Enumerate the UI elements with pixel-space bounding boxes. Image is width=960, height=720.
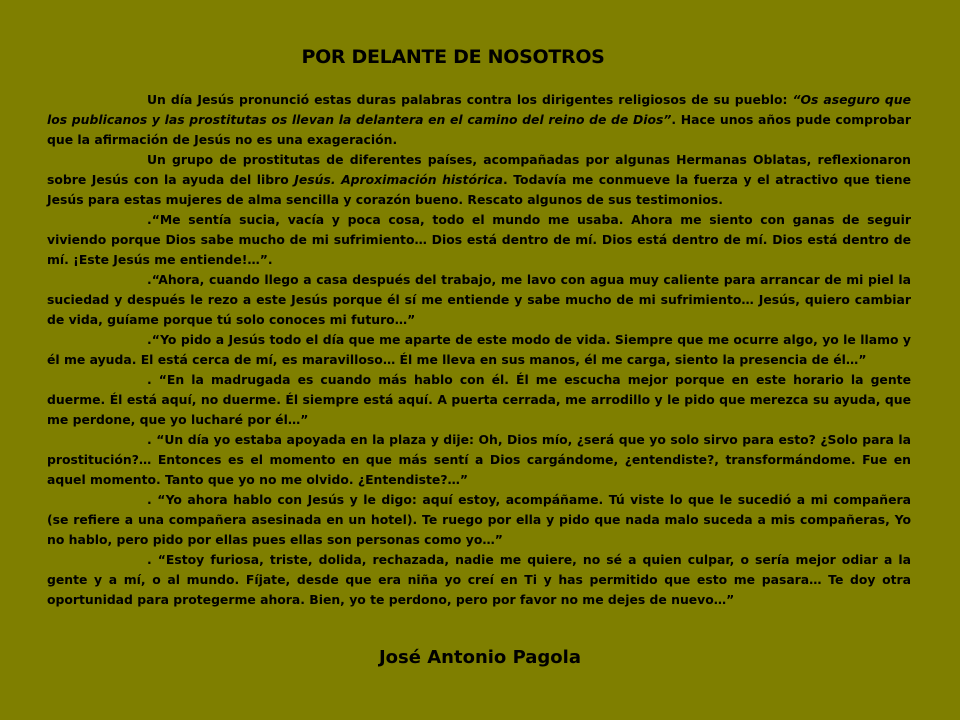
page-title: POR DELANTE DE NOSOTROS bbox=[301, 46, 605, 68]
article-body bbox=[47, 90, 911, 610]
testimony-paragraph: .“Me sentía sucia, vacía y poca cosa, todo el mundo me usaba. Ahora me siento con ganas de seguir viviendo porque Dios sabe mucho de mi sufrimiento… Dios está dentro de mí. Dios está dentro de mí. Dios está dentro de mí. ¡Este Jesús me entiende!…”. bbox=[47, 212, 911, 267]
testimony-paragraph: . “Un día yo estaba apoyada en la plaza y dije: Oh, Dios mío, ¿será que yo solo sirvo para esto? ¿Solo para la prostitución?… Entonces es el momento en que más sentí a Dios cargándome, ¿entendiste?, transformándome. Fue en aquel momento. Tanto que yo no me olvido. ¿Entendiste?…” bbox=[47, 432, 911, 487]
testimony-paragraph: . “Estoy furiosa, triste, dolida, rechazada, nadie me quiere, no sé a quien culpar, o sería mejor odiar a la gente y a mí, o al mundo. Fíjate, desde que era niña yo creí en Ti y has permitido que esto me pasara… Te doy otra oportunidad para protegerme ahora. Bien, yo te perdono, pero por favor no me dejes de nuevo…” bbox=[47, 552, 911, 607]
author-signature: José Antonio Pagola bbox=[378, 647, 581, 668]
paragraph-text: Un grupo de prostitutas de diferentes países, acompañadas por algunas Hermanas Oblatas, reflexionaron sobre Jesús con la ayuda del libro bbox=[47, 152, 911, 187]
quoted-verse: “Os aseguro que los publicanos y las prostitutas os llevan la delantera en el camino del reino de de Dios” bbox=[47, 92, 911, 127]
context-paragraph bbox=[47, 150, 911, 210]
intro-paragraph bbox=[47, 90, 911, 150]
testimony-paragraph: . “Yo ahora hablo con Jesús y le digo: aquí estoy, acompáñame. Tú viste lo que le sucedió a mi compañera (se refiere a una compañera asesinada en un hotel). Te ruego por ella y pido que nada malo suceda a mis compañeras, Yo no hablo, pero pido por ellas pues ellas son personas como yo…” bbox=[47, 492, 911, 547]
book-title: Jesús. Aproximación histórica bbox=[294, 172, 504, 187]
paragraph-text: . Hace unos años pude comprobar que la afirmación de Jesús no es una exageración. bbox=[47, 112, 911, 147]
paragraph-text: Un día Jesús pronunció estas duras palabras contra los dirigentes religiosos de su pueblo: bbox=[147, 92, 793, 107]
testimony-paragraph: .“Ahora, cuando llego a casa después del trabajo, me lavo con agua muy caliente para arrancar de mi piel la suciedad y después le rezo a este Jesús porque él sí me entiende y sabe mucho de mi sufrimiento… Jesús, quiero cambiar de vida, guíame porque tú solo conoces mi futuro…” bbox=[47, 272, 911, 327]
testimony-paragraph: .“Yo pido a Jesús todo el día que me aparte de este modo de vida. Siempre que me ocurre algo, yo le llamo y él me ayuda. El está cerca de mí, es maravilloso… Él me lleva en sus manos, él me carga, siento la presencia de él…” bbox=[47, 332, 911, 367]
paragraph-text: . Todavía me conmueve la fuerza y el atractivo que tiene Jesús para estas mujeres de alma sencilla y corazón bueno. Rescato algunos de sus testimonios. bbox=[47, 172, 911, 207]
testimony-paragraph: . “En la madrugada es cuando más hablo con él. Él me escucha mejor porque en este horario la gente duerme. Él está aquí, no duerme. Él siempre está aquí. A puerta cerrada, me arrodillo y le pido que merezca su ayuda, que me perdone, que yo lucharé por él…” bbox=[47, 372, 911, 427]
